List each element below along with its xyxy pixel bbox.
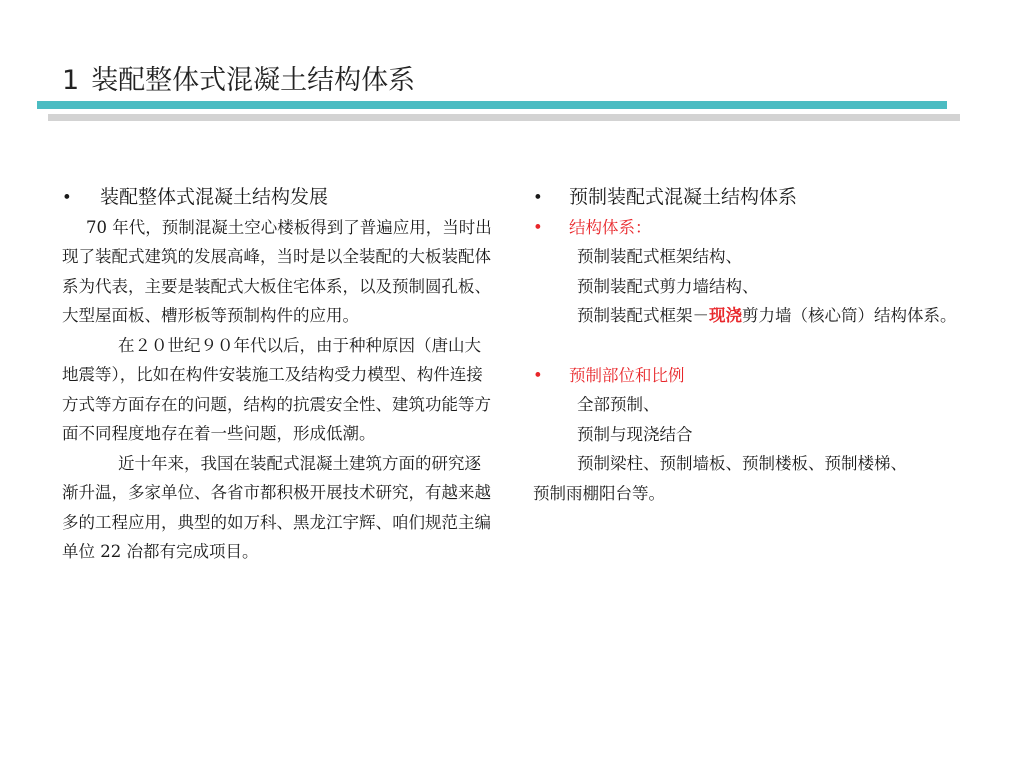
list-item: 预制装配式剪力墙结构、 (577, 276, 759, 296)
title-rule-grey (48, 114, 960, 121)
item3-before: 预制装配式框架－ (577, 306, 709, 325)
left-column (62, 183, 494, 567)
list-item: 预制装配式框架结构、 (577, 247, 742, 266)
list-item: 预制梁柱、预制墙板、预制楼板、预制楼梯、 (577, 454, 907, 473)
left-heading: 装配整体式混凝土结构发展 (100, 186, 329, 208)
slide-title (62, 58, 415, 97)
list-item: 全部预制、 (577, 395, 660, 414)
prefab-ratio-row (533, 361, 963, 391)
left-paragraph-3: 近十年来，我国在装配式混凝土建筑方面的研究逐渐升温，多家单位、各省市都积极开展技术研究，有越来越多的工程应用，典型的如万科、黑龙江宇辉、咱们规范主编单位 22 冶都有完成项目。 (62, 453, 491, 561)
list-item-frame-shearwall (533, 301, 963, 331)
left-paragraph-1: 70 年代，预制混凝土空心楼板得到了普遍应用，当时出现了装配式建筑的发展高峰，当时是以全装配的大板装配体系为代表，主要是装配式大板住宅体系，以及预制圆孔板、大型屋面板、槽形板等预制构件的应用。 (62, 217, 492, 325)
right-heading: 预制装配式混凝土结构体系 (569, 186, 798, 208)
bullet-icon: • (62, 188, 72, 207)
list-item-last: 预制雨棚阳台等。 (533, 483, 665, 503)
right-column (533, 183, 963, 508)
bullet-icon: • (533, 365, 543, 385)
left-heading-row (62, 183, 494, 213)
structure-system-row (533, 213, 963, 243)
list-item: 预制与现浇结合 (577, 424, 693, 444)
structure-system-heading: 结构体系： (569, 217, 652, 237)
spacer (533, 331, 963, 361)
title-text: 装配整体式混凝土结构体系 (91, 65, 416, 96)
bullet-icon: • (533, 188, 543, 207)
item3-highlight: 现浇 (709, 306, 742, 325)
title-rule-teal (37, 101, 947, 109)
title-number: 1 (62, 65, 80, 96)
item3-after: 剪力墙（核心筒）结构体系。 (742, 306, 957, 325)
right-heading-row (533, 183, 963, 213)
left-paragraph-2: 在２０世纪９０年代以后，由于种种原因（唐山大地震等），比如在构件安装施工及结构受力模型、构件连接方式等方面存在的问题，结构的抗震安全性、建筑功能等方面不同程度地存在着一些问题，形成低潮。 (62, 335, 491, 443)
bullet-icon: • (533, 217, 543, 237)
prefab-ratio-heading: 预制部位和比例 (569, 365, 685, 385)
